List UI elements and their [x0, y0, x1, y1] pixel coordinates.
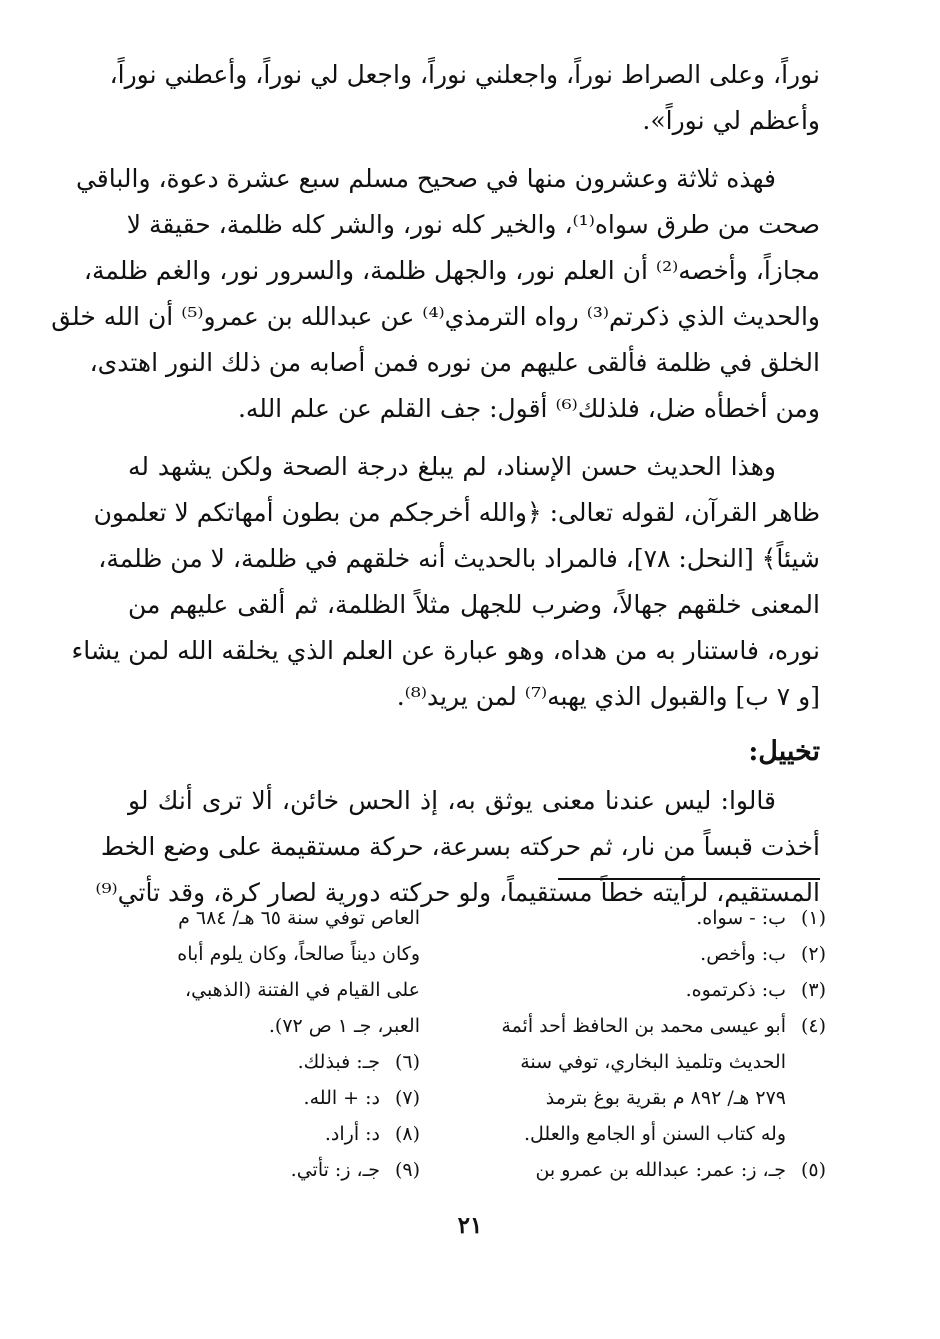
text-line: شيئاً﴾ [النحل: ٧٨]، فالمراد بالحديث أنه خلقهم في ظلمة، لا من ظلمة، — [98, 544, 820, 573]
text-line: أخذت قبساً من نار، ثم حركته بسرعة، حركة مستقيمة على وضع الخط — [100, 832, 820, 861]
text-line: قالوا: ليس عندنا معنى يوثق به، إذ الحس خائن، ألا ترى أنك لو — [128, 786, 776, 815]
footnote-text: د: + الله. — [303, 1087, 380, 1109]
footnote — [496, 972, 826, 1008]
text-line: [و ٧ ب] والقبول الذي يهبه⁽⁷⁾ لمن يريد⁽⁸⁾. — [396, 682, 820, 711]
footnote-number: (٦) — [394, 1051, 420, 1073]
text-line: وهذا الحديث حسن الإسناد، لم يبلغ درجة الصحة ولكن يشهد له — [128, 452, 776, 481]
footnote — [496, 1152, 826, 1188]
text-line: ومن أخطأه ضل، فلذلك⁽⁶⁾ أقول: جف القلم عن علم الله. — [237, 394, 820, 423]
text-line: مجازاً، وأخصه⁽²⁾ أن العلم نور، والجهل ظلمة، والسرور نور، والغم ظلمة، — [83, 256, 820, 285]
footnote-text: د: أراد. — [324, 1123, 380, 1145]
text-line: فهذه ثلاثة وعشرون منها في صحيح مسلم سبع عشرة دعوة، والباقي — [75, 164, 776, 193]
footnote-number: (٨) — [394, 1123, 420, 1145]
page-number: ٢١ — [457, 1212, 483, 1239]
footnote-continuation: وكان ديناً صالحاً، وكان يلوم أباه — [177, 943, 420, 965]
footnote-continuation — [496, 1116, 826, 1152]
footnote — [496, 900, 826, 936]
footnote-number: (٧) — [394, 1087, 420, 1109]
footnote — [120, 1080, 420, 1116]
text-line: والحديث الذي ذكرتم⁽³⁾ رواه الترمذي⁽⁴⁾ عن عبدالله بن عمرو⁽⁵⁾ أن الله خلق — [51, 302, 820, 331]
footnote-number: (٥) — [800, 1159, 826, 1181]
footnote-text: جـ، ز: عمر: عبدالله بن عمرو بن — [535, 1159, 786, 1181]
footnote-text: ب: وأخص. — [700, 943, 786, 965]
footnote — [496, 936, 826, 972]
paragraph-2 — [51, 156, 820, 432]
footnote — [120, 1116, 420, 1152]
text-line: الخلق في ظلمة فألقى عليهم من نوره فمن أصابه من ذلك النور اهتدى، — [89, 348, 820, 377]
footnote-text: أبو عيسى محمد بن الحافظ أحد أئمة — [501, 1015, 786, 1037]
footnote-continuation: العبر، جـ ١ ص ٧٢). — [268, 1015, 420, 1037]
text-line: المستقيم، لرأيته خطاً مستقيماً، ولو حركته دورية لصار كرة، وقد تأتي⁽⁹⁾ — [95, 878, 820, 907]
footnote-number: (٣) — [800, 979, 826, 1001]
text-line: وأعظم لي نوراً». — [642, 106, 820, 135]
footnote-continuation: على القيام في الفتنة (الذهبي، — [184, 979, 420, 1001]
footnote — [120, 1044, 420, 1080]
text-line: المعنى خلقهم جهالاً، وضرب للجهل مثلاً الظلمة، ثم ألقى عليهم من — [128, 590, 820, 619]
footnote-text: الحديث وتلميذ البخاري، توفي سنة — [520, 1051, 786, 1073]
footnote-text: ب: - سواه. — [696, 907, 786, 929]
footnote-number: (٩) — [394, 1159, 420, 1181]
footnote-number: (٢) — [800, 943, 826, 965]
footnotes-right-column — [496, 900, 826, 1188]
footnote-number: (١) — [800, 907, 826, 929]
footnotes-left-column — [120, 900, 420, 1188]
footnote — [496, 1008, 826, 1044]
footnote-text: ٢٧٩ هـ/ ٨٩٢ م بقرية بوغ بترمذ — [545, 1087, 786, 1109]
paragraph-4 — [95, 778, 820, 916]
footnote-continuation — [496, 1080, 826, 1116]
text-line: ظاهر القرآن، لقوله تعالى: ﴿والله أخرجكم من بطون أمهاتكم لا تعلمون — [93, 498, 820, 527]
footnote-text: وله كتاب السنن أو الجامع والعلل. — [523, 1123, 786, 1145]
footnote-text: جـ، ز: تأتي. — [290, 1159, 380, 1181]
main-text — [51, 52, 820, 916]
text-line: صحت من طرق سواه⁽¹⁾، والخير كله نور، والشر كله ظلمة، حقيقة لا — [126, 210, 820, 239]
text-line: نوره، فاستنار به من هداه، وهو عبارة عن العلم الذي يخلقه الله لمن يشاء — [71, 636, 820, 665]
paragraph-3 — [71, 444, 820, 720]
footnote-continuation: العاص توفي سنة ٦٥ هـ/ ٦٨٤ م — [178, 907, 420, 929]
footnote-text: ب: ذكرتموه. — [685, 979, 786, 1001]
footnote-number: (٤) — [800, 1015, 826, 1037]
section-heading: تخييل: — [748, 736, 820, 767]
footnote-continuation — [496, 1044, 826, 1080]
text-line: نوراً، وعلى الصراط نوراً، واجعلني نوراً، واجعل لي نوراً، وأعطني نوراً، — [109, 60, 820, 89]
paragraph-1 — [109, 52, 820, 144]
footnote-separator — [558, 878, 820, 880]
footnote-text: جـ: فبذلك. — [297, 1051, 380, 1073]
footnote — [120, 1152, 420, 1188]
